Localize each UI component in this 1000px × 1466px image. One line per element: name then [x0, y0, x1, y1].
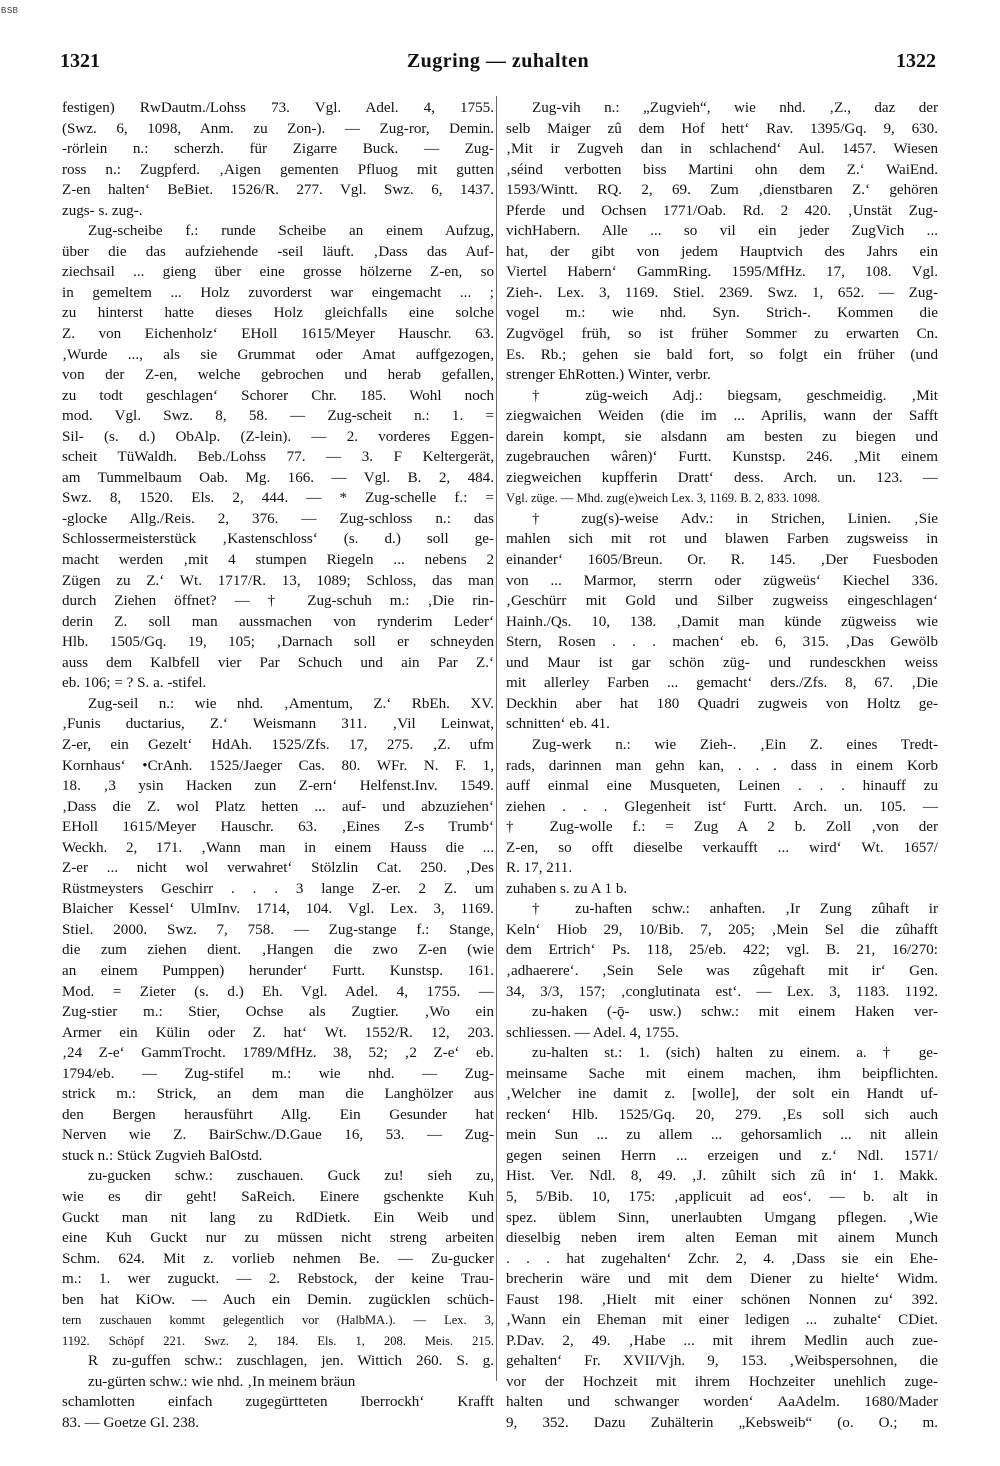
text-line: zu todt geschlagen‘ Schorer Chr. 185. Wohl noch — [62, 387, 494, 404]
text-line: m.: 1. wer zuguckt. — 2. Rebstock, der keine Trau- — [62, 1271, 494, 1288]
text-line: Viertel Habern‘ GammRing. 1595/MfHz. 17, 108. Vgl. — [506, 264, 938, 281]
text-line: scheit TüWaldh. Beb./Lohss 77. — 3. F Keltergerät, — [62, 449, 494, 466]
text-line: einander‘ 1605/Breun. Or. R. 145. ‚Der Fuesboden — [506, 552, 938, 569]
text-line: ziegwaichen Weiden (die im ... Aprilis, wann der Safft — [506, 408, 938, 425]
text-line: strenger EhRotten.) Winter, verbr. — [506, 367, 711, 384]
text-line: Hist. Ver. Ndl. 8, 49. ‚J. zûhilt sich zû in‘ 1. Makk. — [506, 1168, 938, 1185]
text-line: festigen) RwDautm./Lohss 73. Vgl. Adel. 4, 1755. — [62, 100, 494, 116]
text-line: Z-en, so offt dieselbe verkaufft ... wird‘ Wt. 1657/ — [506, 839, 938, 856]
text-line: ‚Welcher ine damit z. [wolle], der solt ein Handt uf- — [506, 1086, 938, 1103]
text-line: † Zug-wolle f.: = Zug A 2 b. Zoll ‚von der — [506, 819, 938, 836]
text-line: von ... Marmor, sterrn oder zügweüs‘ Kiechel 336. — [506, 572, 938, 589]
text-line: Blaicher Kessel‘ UlmInv. 1714, 104. Vgl. Lex. 3, 1169. — [62, 901, 494, 918]
text-line: 1794/eb. — Zug-stifel m.: wie nhd. — Zug- — [62, 1065, 494, 1082]
text-line: Stiel. 2000. Swz. 7, 758. — Zug-stange f.: Stange, — [62, 921, 494, 938]
text-line: Keln‘ Hiob 29, 10/Bib. 7, 205; ‚Mein Sel die zûhafft — [506, 921, 938, 938]
text-line: die zum ziehen dient. ‚Hangen die zwo Z-en (wie — [62, 942, 494, 959]
library-stamp: BSB — [1, 6, 19, 15]
text-line: tern zuschauen kommt gelegentlich vor (HalbMA.). — Lex. 3, — [62, 1313, 494, 1328]
text-line: Z-er, ein Gezelt‘ HdAh. 1525/Zfs. 17, 275. ‚Z. ufm — [62, 736, 494, 753]
text-line: Zug-seil n.: wie nhd. ‚Amentum, Z.‘ RbEh. XV. — [88, 695, 494, 712]
text-line: Deckhin aber hat 180 Quadri zugweis von Holtz ge- — [506, 695, 938, 712]
text-line: EHoll 1615/Meyer Hauschr. 63. ‚Eines Z-s Trumb‘ — [62, 819, 494, 836]
text-line: 9, 352. Dazu Zuhälterin „Kebsweib“ (o. O.; m. — [506, 1415, 938, 1431]
text-line: 34, 3/3, 157; ‚conglutinata est‘. — Lex. 3, 1183. 1192. — [506, 983, 938, 1000]
text-line: derin Z. soll man aussmachen von rynderim Leder‘ — [62, 613, 494, 630]
text-line: Zieh-. Lex. 3, 1169. Stiel. 2369. Swz. 1, 652. — Zug- — [506, 284, 938, 301]
text-line: spez. üblem Sinn, unerlaubten Umgang pflegen. ‚Wie — [506, 1209, 938, 1226]
text-line: auff einmal eine Musqueten, Leinen . . . hinauff zu — [506, 778, 938, 795]
text-line: vichHabern. Alle ... so vil ein jeder ZugVich ... — [506, 223, 938, 240]
text-line: gegen seinen Herrn ... erzeigen und z.‘ Ndl. 1571/ — [506, 1147, 938, 1164]
text-line: mein Sun ... zu allem ... gehorsamlich ... nit allein — [506, 1127, 938, 1144]
text-line: ‚Geschürr mit Gold und Silber zugweiss eingeschlagen‘ — [506, 593, 938, 610]
text-line: ziechsail ... gieng über eine grosse hölzerne Z-en, so — [62, 264, 494, 281]
text-line: -rörlein n.: scherzh. für Zigarre Buck. — Zug- — [62, 141, 494, 158]
column-divider — [496, 96, 497, 1381]
text-line: Stern, Rosen . . . machen‘ eb. 6, 315. ‚Das Gewölb — [506, 634, 938, 651]
text-line: stuck n.: Stück Zugvieh BalOstd. — [62, 1147, 263, 1164]
text-line: in gemeltem ... Holz zuvorderst war eingemacht ... ; — [62, 284, 494, 301]
text-line: hat, der gibt von jedem Hauptvich des Jahrs ein — [506, 243, 938, 260]
text-line: selb Maiger zû dem Hof hett‘ Rav. 1395/Gq. 9, 630. — [506, 120, 938, 137]
text-line: brecherin wäre und mit dem Diener zu hielte‘ Widm. — [506, 1271, 938, 1288]
text-line: R zu-guffen schw.: zuschlagen, jen. Wittich 260. S. g. — [88, 1353, 494, 1370]
text-line: ziegweichen kupfferin Dratt‘ dess. Arch. un. 123. — — [506, 469, 938, 486]
text-line: ‚24 Z-e‘ GammTrocht. 1789/MfHz. 38, 52; ‚2 Z-e‘ eb. — [62, 1045, 494, 1062]
text-line: Faust 198. ‚Hielt mit einer schönen Nonnen zu‘ 392. — [506, 1291, 938, 1308]
text-line: ‚Funis ductarius, Z.‘ Weismann 311. ‚Vil Leinwat, — [62, 716, 494, 733]
text-line: gehalten‘ Fr. XVII/Vjh. 9, 153. ‚Weibspersohnen, die — [506, 1353, 938, 1370]
text-line: Z. von Eichenholz‘ EHoll 1615/Meyer Hauschr. 63. — [62, 326, 494, 343]
text-line: auss dem Kalbfell vier Par Schuch und ain Par Z.‘ — [62, 654, 494, 671]
text-line: 83. — Goetze Gl. 238. — [62, 1415, 200, 1431]
page-number-left: 1321 — [60, 50, 100, 72]
text-line: Guckt man nit lang zu RdDietk. Ein Weib und — [62, 1209, 494, 1226]
page-number-right: 1322 — [896, 50, 936, 72]
text-line: Schm. 624. Mit z. vorlieb nehmen Be. — Zu-gucker — [62, 1250, 494, 1267]
text-line: vogel m.: wie nhd. Syn. Strich-. Kommen die — [506, 305, 938, 322]
text-line: 1593/Wintt. RQ. 2, 69. Zum ‚dienstbaren Z.‘ gehören — [506, 182, 938, 199]
text-line: dieselbig neben irem alten Eeman mit ainem Munch — [506, 1230, 938, 1247]
text-line: den Bergen herausführt Allg. Ein Gesunder hat — [62, 1106, 494, 1123]
text-line: Nerven wie Z. BairSchw./D.Gaue 16, 53. — Zug- — [62, 1127, 494, 1144]
text-line: macht werden ‚mit 4 stumpen Riegeln ... nebens 2 — [62, 552, 494, 569]
text-line: von der Z-en, welche gebrochen und herab gefallen, — [62, 367, 494, 384]
right-column — [506, 98, 938, 1434]
text-line: am Tummelbaum Oab. Mg. 166. — Vgl. B. 2, 484. — [62, 469, 494, 486]
text-line: Weckh. 2, 171. ‚Wann man in einem Hauss die ... — [62, 839, 494, 856]
text-line: zuhaben s. zu A 1 b. — [506, 880, 628, 897]
text-line: mahlen sich mit rot und blawen Farben zugsweiss in — [506, 531, 938, 548]
text-line: ‚Mit ir Zugveh dan in schlachend‘ Aul. 1457. Wiesen — [506, 141, 938, 158]
text-line: ziehen . . . Glegenheit ist‘ Furtt. Arch. un. 105. — — [506, 798, 938, 815]
text-line: Sil- (s. d.) ObAlp. (Z-lein). — 2. vorderes Eggen- — [62, 428, 494, 445]
text-line: Vgl. züge. — Mhd. zug(e)weich Lex. 3, 1169. B. 2, 833. 1098. — [506, 491, 821, 506]
text-line: schnitten‘ eb. 41. — [506, 716, 610, 733]
text-line: † züg-weich Adj.: biegsam, geschmeidig. ‚Mit — [532, 387, 938, 404]
text-line: schliessen. — Adel. 4, 1755. — [506, 1024, 679, 1041]
text-line: Es. Rb.; gehen sie bald fort, so folgt ein früher (und — [506, 346, 938, 363]
text-line: recken‘ Hlb. 1525/Gq. 20, 279. ‚Es soll sich auch — [506, 1106, 938, 1123]
text-line: Z-en halten‘ BeBiet. 1526/R. 277. Vgl. Swz. 6, 1437. — [62, 182, 494, 199]
left-column — [62, 98, 494, 1434]
text-line: Zug-werk n.: wie Zieh-. ‚Ein Z. eines Tredt- — [532, 736, 938, 753]
text-line: Hlb. 1505/Gq. 19, 105; ‚Darnach soll er schneyden — [62, 634, 494, 651]
text-line: schamlotten einfach zugegürtteten Iberrockh‘ Krafft — [62, 1394, 494, 1411]
text-line: Swz. 8, 1520. Els. 2, 444. — * Zug-schelle f.: = — [62, 490, 494, 507]
text-line: -glocke Allg./Reis. 2, 376. — Zug-schloss n.: das — [62, 510, 494, 527]
text-line: Mod. = Zieter (s. d.) Eh. Vgl. Adel. 4, 1755. — — [62, 983, 494, 1000]
text-line: Rüstmeysters Geschirr . . . 3 lange Z-er. 2 Z. um — [62, 880, 494, 897]
text-line: meinsame Sache mit einem machen, ihm beipflichten. — [506, 1065, 938, 1082]
text-line: 1192. Schöpf 221. Swz. 2, 184. Els. 1, 208. Meis. 215. — [62, 1333, 494, 1348]
text-line: Schlossermeisterstück ‚Kastenschloss‘ (s. d.) soll ge- — [62, 531, 494, 548]
text-line: darein kompt, sie alsdann am besten zu biegen und — [506, 428, 938, 445]
text-line: Kornhaus‘ •CrAnh. 1525/Jaeger Cas. 80. WFr. N. F. 1, — [62, 757, 494, 774]
text-line: ben hat KiOw. — Auch ein Demin. zugücklen schüch- — [62, 1291, 494, 1308]
page-header — [60, 50, 936, 80]
text-line: Zugvögel früh, so ist früher Sommer zu erwarten Cn. — [506, 326, 938, 343]
text-line: mod. Vgl. Swz. 8, 58. — Zug-scheit n.: 1. = — [62, 408, 494, 425]
text-line: 5, 5/Bib. 10, 175: ‚applicuit ad eos‘. — b. alt in — [506, 1188, 938, 1205]
text-line: mit allerley Farben ... gemacht‘ ders./Zfs. 8, 67. ‚Die — [506, 675, 938, 692]
text-line: eine Kuh Guckt nur zu müssen nicht streng arbeiten — [62, 1230, 494, 1247]
text-line: Hainh./Qs. 10, 138. ‚Damit man künde zügweiss wie — [506, 613, 938, 630]
text-line: Pferde und Ochsen 1771/Oab. Rd. 2 420. ‚Unstät Zug- — [506, 202, 938, 219]
text-line: zugs- s. zug-. — [62, 202, 143, 219]
text-line: ‚Wann ein Eheman mit einer ledigen ... zuhalte‘ CDiet. — [506, 1312, 938, 1329]
text-line: zu hinterst hatte dieses Holz gleichfalls eine solche — [62, 305, 494, 322]
text-line: ‚Wurde ..., als sie Grummat oder Amat auffgezogen, — [62, 346, 494, 363]
text-line: ‚séind verbotten biss Martini ohn dem Z.‘ WaiEnd. — [506, 161, 938, 178]
text-line: Z-er ... nicht wol verwahret‘ Stölzlin Cat. 250. ‚Des — [62, 860, 494, 877]
text-line: zu-gucken schw.: zuschauen. Guck zu! sieh zu, — [88, 1168, 494, 1185]
text-line: Zügen zu Z.‘ Wt. 1717/R. 13, 1089; Schloss, das man — [62, 572, 494, 589]
text-line: Zug-vih n.: „Zugvieh“, wie nhd. ‚Z., daz der — [532, 100, 938, 116]
text-line: (Swz. 6, 1098, Anm. zu Zon-). — Zug-ror, Demin. — [62, 120, 494, 137]
text-line: ‚Dass die Z. wol Platz hetten ... auf- und abzuziehen‘ — [62, 798, 494, 815]
text-line: strick m.: Strick, an dem man die Langhölzer aus — [62, 1086, 494, 1103]
text-line: . . . hat zugehalten‘ Zchr. 2, 4. ‚Dass sie ein Ehe- — [506, 1250, 938, 1267]
text-line: † zug(s)-weise Adv.: in Strichen, Linien. ‚Sie — [532, 510, 938, 527]
text-line: vor der Hochzeit mit ihrem Hochzeiter unehlich zuge- — [506, 1373, 938, 1390]
text-line: 18. ‚3 ysin Hacken zun Z-ern‘ Helfenst.Inv. 1549. — [62, 778, 494, 795]
text-line: zu-gürten schw.: wie nhd. ‚In meinem bräun — [88, 1373, 356, 1390]
text-line: wie es dir geht! SaReich. Einere gschenkte Kuh — [62, 1188, 494, 1205]
text-line: † zu-haften schw.: anhaften. ‚Ir Zung zûhaft ir — [532, 901, 938, 918]
text-line: rads, darinnen man gehn kan, . . . dass in einem Korb — [506, 757, 938, 774]
text-line: zugebrauchen wâren)‘ Furtt. Kunstsp. 246. ‚Mit einem — [506, 449, 938, 466]
running-title: Zugring — zuhalten — [406, 50, 590, 72]
text-line: durch Ziehen öffnet? — † Zug-schuh m.: ‚Die rin- — [62, 593, 494, 610]
text-line: eb. 106; = ? S. a. -stifel. — [62, 675, 207, 692]
text-line: R. 17, 211. — [506, 860, 573, 877]
text-line: und Maur ist gar schön züg- und rundesckhen weiss — [506, 654, 938, 671]
text-line: über die das aufziehende -seil läuft. ‚Dass das Auf- — [62, 243, 494, 260]
text-line: P.Dav. 2, 49. ‚Habe ... mit ihrem Medlin auch zue- — [506, 1332, 938, 1349]
text-line: zu-haken (-ǭ- usw.) schw.: mit einem Haken ver- — [532, 1004, 938, 1021]
text-line: an einem Pumppen) herunder‘ Furtt. Kunstsp. 161. — [62, 962, 494, 979]
text-line: Zug-scheibe f.: runde Scheibe an einem Aufzug, — [88, 223, 494, 240]
text-line: halten und schwanger worden‘ AaAdelm. 1680/Mader — [506, 1394, 938, 1411]
text-line: zu-halten st.: 1. (sich) halten zu einem. a. † ge- — [532, 1045, 938, 1062]
text-line: ‚adhaerere‘. ‚Sein Sele was zûgehaft mit ir‘ Gen. — [506, 962, 938, 979]
text-line: Zug-stier m.: Stier, Ochse als Zugtier. ‚Wo ein — [62, 1004, 494, 1021]
text-line: ross n.: Zugpferd. ‚Aigen gementen Pfluog mit gutten — [62, 161, 494, 178]
text-line: dem Ertrich‘ Ps. 118, 25/eb. 422; vgl. B. 21, 16/270: — [506, 942, 938, 959]
text-line: Armer ein Külin oder Z. hat‘ Wt. 1552/R. 12, 203. — [62, 1024, 494, 1041]
